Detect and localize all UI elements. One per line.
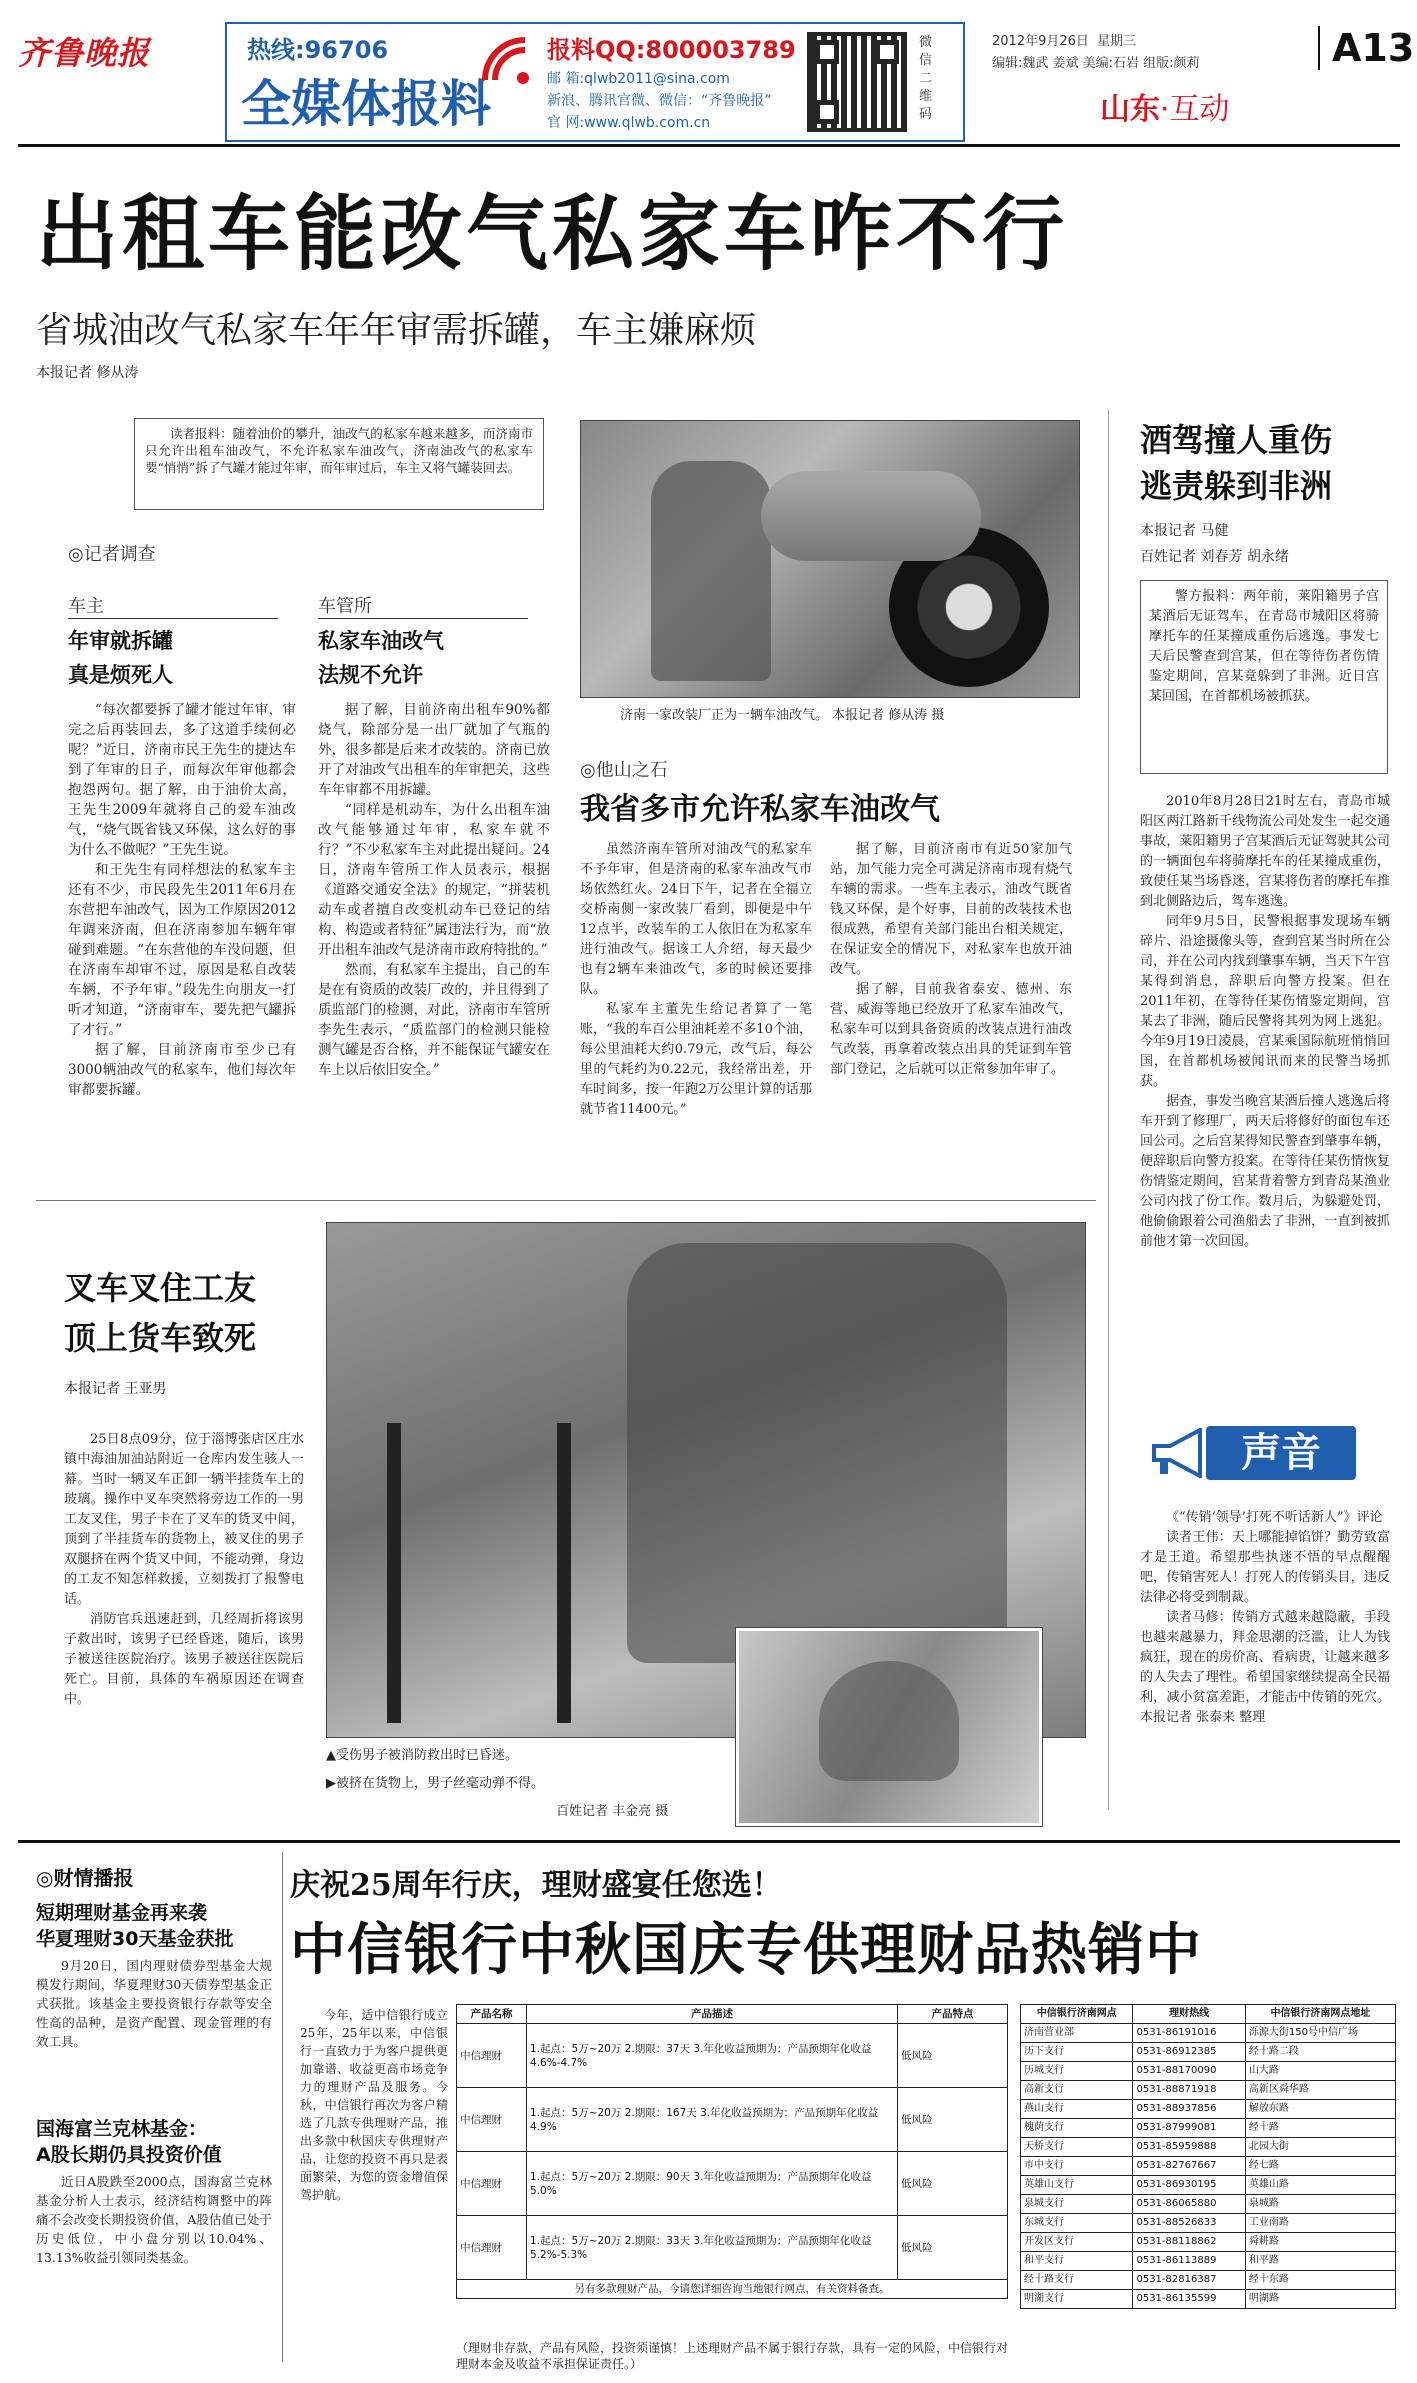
table-row: 泉城支行 0531-86065880 泉城路 [1021,2195,1396,2214]
ad-top-line: 庆祝25周年行庆，理财盛宴任您选！ [290,1868,782,1903]
masthead [0,0,1417,150]
photo-gas-tank [761,471,981,561]
lead-bottom-rule [36,1200,1096,1201]
megaphone-icon [1150,1428,1210,1478]
forklift-inset-photo [736,1628,1042,1826]
lead-subheadline: 省城油改气私家车年年审需拆罐，车主嫌麻烦 [36,310,757,351]
site-line: 官 网:www.qlwb.com.cn [547,115,711,131]
ad-title: 中信银行中秋国庆专供理财品热销中 [290,1918,1202,1983]
table-row: 济南营业部 0531-86191016 泺源大街150号中信广场 [1021,2024,1396,2043]
lead-byline: 本报记者 修从涛 [36,365,139,381]
right-head2: 逃责躲到非洲 [1140,467,1333,505]
forklift-body: 25日8点09分，位于淄博张店区庄水镇中海油加油站附近一仓库内发生骇人一幕。当时一辆叉车正卸一辆半挂货车上的玻璃。操作中叉车突然将旁边工作的一男工友叉住，男子卡在了叉车的货叉中间，顶到了半挂货车的货物上，被叉住的男子双腿挤在两个货叉中间，不能动弹，身边的工友不知怎样救援，立刻拨打了报警电话。 消防官兵迅速赶到，几经周折将该男子救出时，该男子已经昏迷，随后，该男子被送往医院治疗。该男子被送往医院后死亡。目前，具体的车祸原因还在调查中。 [64,1432,304,1707]
col4-body: 据了解，目前济南市有近50家加气站，加气能力完全可满足济南市现有烧气车辆的需求。一些车主表示，油改气既省钱又环保，是个好事，目前的改装技术也很成熟，希望有关部门能出台相关规定，在保证安全的情况下，对私家车也放开油改气。 据了解，目前我省泰安、德州、东营、威海等地已经放开了私家车油改气，私家车可以到具备资质的改装点进行油改气改装，再拿着改装点出具的凭证到车管部门登记，之后就可以正常参加年审了。 [830,842,1072,1077]
finance-para1: 9月20日，国内理财债券型基金大规模发行期间，华夏理财30天债券型基金正式获批。该基金主要投资银行存款等安全性高的品种，是资产配置、现金管理的有效工具。 [36,1958,272,2049]
table-row: 中信理财 1.起点：5万~20万 2.期限：37天 3.年化收益预期为：产品预期年化收益4.6%-4.7% 低风险 [457,2024,1008,2088]
masthead-rule [18,144,1400,147]
staff-line: 编辑:魏武 姜斌 美编:石岩 组版:颜莉 [992,56,1200,71]
table-row: 中信理财 1.起点：5万~20万 2.期限：167天 3.年化收益预期为：产品预期年化收益4.9% 低风险 [457,2088,1008,2152]
right-byline1: 本报记者 马健 [1140,523,1229,539]
finance-head3: 国海富兰克林基金： [36,2118,208,2140]
table-row: 历城支行 0531-88170090 山大路 [1021,2062,1396,2081]
col1-kicker: 车主 [68,592,278,619]
issue-date: 2012年9月26日 星期三 [992,34,1137,49]
table-row: 东城支行 0531-88526833 工业南路 [1021,2214,1396,2233]
finance-head4: A股长期仍具投资价值 [36,2144,222,2166]
table-note-row: 另有多款理财产品，今请您详细咨询当地银行网点，有关资料备查。 [457,2280,1008,2299]
right-summary-box: 警方报料：两年前，莱阳籍男子宫某酒后无证驾车，在青岛市城阳区将骑摩托车的任某撞成重伤后逃逸。事发七天后民警查到宫某，但在等待伤者伤情鉴定期间，宫某竟躲到了非洲。近日宫某回国，在首都机场被抓获。 [1140,580,1388,774]
finance-head2: 华夏理财30天基金获批 [36,1928,234,1950]
qr-code-icon [807,32,907,132]
forklift-caption1: ▲受伤男子被消防救出时已昏迷。 [326,1748,518,1763]
col3-body: 虽然济南车管所对油改气的私家车不予年审，但是济南的私家车油改气市场依然红火。24日下午，记者在全福立交桥南侧一家改装厂看到，即便是中午12点半，改装车的工人依旧在为私家车进行油改气。据该工人介绍，每天最少也有2辆车来油改气，多的时候还要排队。 私家车主董先生给记者算了一笔账，“我的车百公里油耗差不多10个油，每公里油耗大约0.79元，改气后，每公里的气耗约为0.22元，我经常出差，开车时间多，按一年跑2万公里计算的话那就节省11400元。” [580,842,812,1117]
table-row: 中信理财 1.起点：5万~20万 2.期限：90天 3.年化收益预期为：产品预期年化收益5.0% 低风险 [457,2152,1008,2216]
lead-intro-box: 读者报料：随着油价的攀升，油改气的私家车越来越多，而济南市只允许出租车油改气，不允许私家车油改气，济南油改气的私家车要“悄悄”拆了气罐才能过年审，而年审过后，车主又将气罐装回去。 [134,418,544,510]
hotline-banner [225,22,965,142]
voice-body: 《“传销‘领导’打死不听话新人”》评论 读者王伟：天上哪能掉馅饼？勤劳致富才是王道。希望那些执迷不悟的早点醒醒吧，传销害死人！打死人的传销头目，违反法律必将受到制裁。 读者马修：传销方式越来越隐蔽，手段也越来越暴力，拜金思潮的泛滥，让人为钱疯狂，现在的房价高、看病贵，让越来越多的人失去了理性。希望国家继续提高全民福利，减小贫富差距，才能击中传销的死穴。 本报记者 张泰来 整理 [1140,1510,1390,1725]
forklift-caption2: ▶被挤在货物上，男子丝毫动弹不得。 [326,1776,544,1791]
photo-forklift-mast-2 [557,1423,571,1723]
forklift-head1: 叉车叉住工友 [64,1269,257,1307]
section-label: 山东·互动 [1100,92,1230,127]
ad-intro: 今年，适中信银行成立25年，25年以来，中信银行一直致力于为客户提供更加靠谱、收益更高市场竞争力的理财产品及服务。今秋，中信银行再次为客户精选了几款专供理财产品，推出多款中秋国庆专供理财产品，让您的投资不再只是表面繁荣，为您的资金增值保驾护航。 [300,2008,448,2202]
col1-head2: 真是烦死人 [68,663,173,687]
lead-photo [580,420,1080,698]
col2-head2: 法规不允许 [318,663,423,687]
voice-title: 声音 [1206,1426,1356,1480]
lead-headline: 出租车能改气私家车咋不行 [36,187,1069,282]
table-row: 高新支行 0531-88871918 高新区舜华路 [1021,2081,1396,2100]
col2-body: 据了解，目前济南出租车90%都烧气，除部分是一出厂就加了气瓶的外，很多都是后来才改装的。济南已放开了对油改气出租车的年审把关，这些车年审都不用拆罐。 “同样是机动车，为什么出租车油改气能够通过年审，私家车就不行？”不少私家车主对此提出疑问。24日，济南车管所工作人员表示，根据《道路交通安全法》的规定，“拼装机动车或者擅自改变机动车已登记的结构、构造或者特征”属违法行为，而“放开出租车油改气是济南市政府特批的。” 然而，有私家车主提出，自己的车是在有资质的改装厂改的，并且得到了质监部门的检测，对此，济南市车管所李先生表示，“质监部门的检测只能检测气罐是否合格，并不能保证气罐安在车上以后依旧安全。” [318,702,550,1078]
col2-kicker: 车管所 [318,592,528,619]
page-number: A13 [1318,26,1414,70]
finance-head1: 短期理财基金再来袭 [36,1902,208,1924]
table-row: 经十路支行 0531-82816387 经十东路 [1021,2271,1396,2290]
photo-rescuers-figure [627,1243,1007,1663]
table-row: 明湖支行 0531-86135599 明湖路 [1021,2290,1396,2309]
photo-mechanic-figure [651,461,771,681]
investigation-tag: ◎记者调查 [68,544,156,565]
branch-table-header: 中信银行济南网点 理财热线 中信银行济南网点地址 [1021,2005,1396,2024]
photo-trapped-man [819,1661,959,1781]
lead-photo-caption: 济南一家改装厂正为一辆车油改气。 本报记者 修从涛 摄 [620,708,945,723]
ad-section-rule [18,1840,1400,1843]
other-headline: 我省多市允许私家车油改气 [580,792,940,827]
weibo-line: 新浪、腾讯官微、微信：“齐鲁晚报” [547,93,772,109]
right-byline2: 百姓记者 刘春芳 胡永绪 [1140,549,1289,565]
qq-line: 报料QQ:800003789 [547,36,796,64]
table-row: 英雄山支行 0531-86930195 英雄山路 [1021,2176,1396,2195]
table-row: 和平支行 0531-86113889 和平路 [1021,2252,1396,2271]
hotline-label: 热线:96706 [247,36,389,64]
product-table [456,2004,1008,2299]
finance-tag: ◎财情播报 [36,1866,134,1890]
table-row: 历下支行 0531-86912385 经十路二段 [1021,2043,1396,2062]
col1-body: “每次都要拆了罐才能过年审，审完之后再装回去，多了这道手续何必呢？”近日，济南市民王先生的捷达车到了年审的日子，而每次年审他都会抱怨两句。据了解，由于油价太高，王先生2009年就将自己的爱车油改气，“烧气既省钱又环保，这么好的事为什么不做呢？”王先生说。 和王先生有同样想法的私家车主还有不少，市民段先生2011年6月在东营把车油改气，因为工作原因2012年调来济南，但在济南参加车辆年审碰到难题。“在东营他的车没问题，但在济南车却审不过，原因是私自改装车辆，不予年审。”段先生向朋友一打听才知道，“济南审车，要先把气罐拆了才行。” 据了解，目前济南市至少已有3000辆油改气的私家车，他们每次年审都要拆罐。 [68,702,296,1098]
right-head1: 酒驾撞人重伤 [1140,421,1333,459]
table-row: 中信理财 1.起点：5万~20万 2.期限：33天 3.年化收益预期为：产品预期年化收益5.2%-5.3% 低风险 [457,2216,1008,2280]
table-row: 天桥支行 0531-85959888 北园大街 [1021,2138,1396,2157]
finance-divider [282,1852,283,2362]
col1-head1: 年审就拆罐 [68,629,173,653]
hotline-title: 全媒体报料 [241,75,491,133]
table-row: 槐荫支行 0531-87999081 经十路 [1021,2119,1396,2138]
signal-icon [475,30,535,90]
newspaper-logo: 齐鲁晚报 [18,34,151,72]
table-row: 燕山支行 0531-88937856 解放东路 [1021,2100,1396,2119]
forklift-head2: 顶上货车致死 [64,1319,257,1357]
photo-forklift-mast [387,1423,401,1723]
table-row: 市中支行 0531-82767667 经七路 [1021,2157,1396,2176]
forklift-byline: 本报记者 王亚男 [64,1381,167,1397]
table-row: 开发区支行 0531-88118862 舜耕路 [1021,2233,1396,2252]
email-line: 邮 箱:qlwb2011@sina.com [547,71,730,87]
other-stone-tag: ◎他山之石 [580,760,668,781]
branch-table [1020,2004,1396,2309]
forklift-credit: 百姓记者 丰金亮 摄 [556,1804,669,1819]
ad-risk-note: （理财非存款，产品有风险，投资须谨慎！上述理财产品不属于银行存款，具有一定的风险，中信银行对理财本金及收益不承担保证责任。） [456,2341,1009,2371]
right-body: 2010年8月28日21时左右，青岛市城阳区两江路新千线物流公司处发生一起交通事故，莱阳籍男子宫某酒后无证驾驶其公司的一辆面包车将骑摩托车的任某撞成重伤，致使任某当场昏迷，宫某将伤者的摩托车推到北侧路边后，驾车逃逸。 同年9月5日，民警根据事发现场车辆碎片、沿途摄像头等，查到宫某当时所在公司，并在公司内找到肇事车辆，当天下午宫某得到消息，辞职后向警方投案。但在2011年初，在等待任某伤情鉴定期间，宫某去了非洲，随后民警将其列为网上逃犯。今年9月19日凌晨，宫某乘国际航班悄悄回国，在首都机场被闻讯而来的民警当场抓获。 据查，事发当晚宫某酒后撞人逃逸后将车开到了修理厂，两天后将修好的面包车还回公司。之后宫某得知民警查到肇事车辆，便辞职后向警方投案。在等待任某伤情恢复伤情鉴定期间，宫某背着警方到青岛某渔业公司内找了份工作。数月后，为躲避处罚，他偷偷跟着公司渔船去了非洲，一直到被抓前他才第一次回国。 [1140,794,1390,1249]
col2-head1: 私家车油改气 [318,629,444,653]
voice-banner [1150,1420,1370,1486]
product-table-header: 产品名称 产品描述 产品特点 [457,2005,1008,2024]
qr-label: 微信二维码 [919,35,933,122]
finance-para2: 近日A股跌至2000点，国海富兰克林基金分析人士表示，经济结构调整中的阵痛不会改变长期投资价值，A股估值已处于历史低位，中小盘分别以10.04%、13.13%收益引领同类基金。 [36,2174,272,2265]
right-column-divider [1108,410,1109,1810]
